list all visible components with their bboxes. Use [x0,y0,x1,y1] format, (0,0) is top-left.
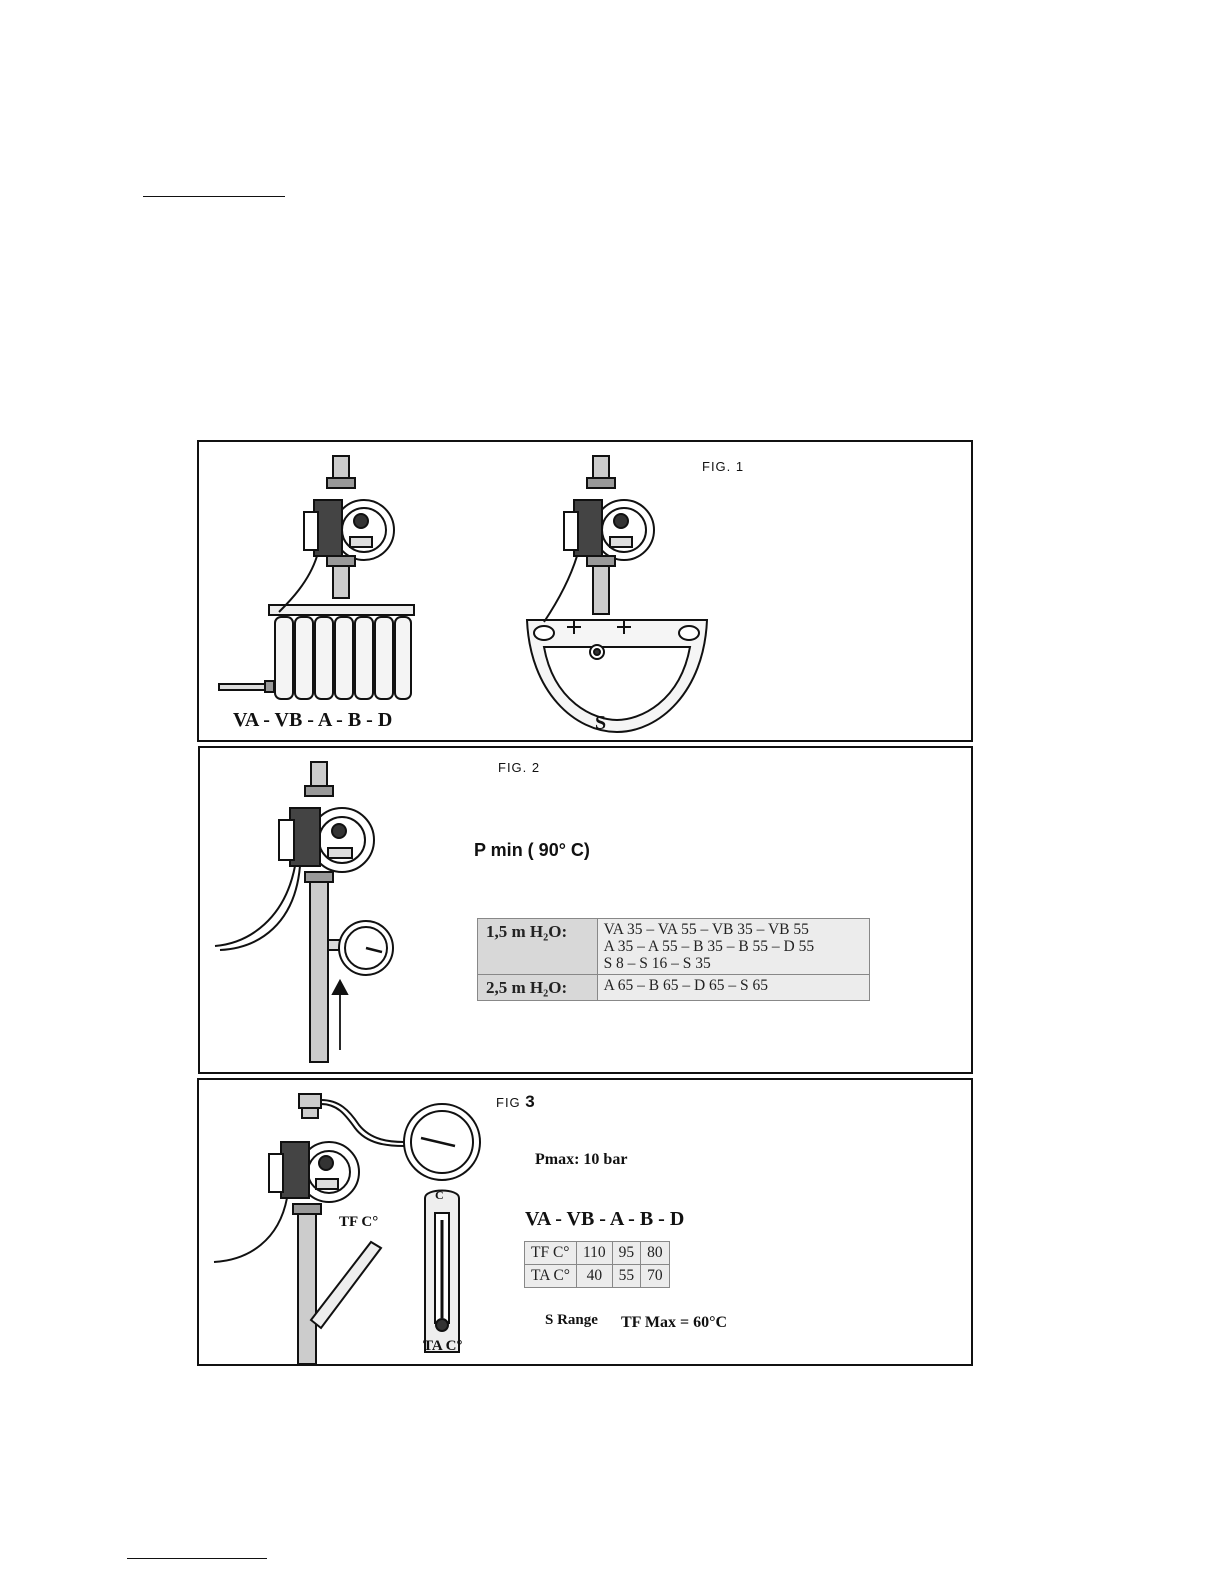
thermometer-letter: C [435,1188,444,1202]
tf-max-label: TF Max = 60°C [621,1314,728,1331]
pmin-line: A 65 – B 65 – D 65 – S 65 [603,977,769,994]
tf-value: 95 [612,1242,641,1265]
table-row [478,975,870,1001]
tf-value: 80 [641,1242,670,1265]
ta-value: 40 [576,1265,612,1288]
pmin-head-1: 1,5 m H₂O: [478,919,598,975]
table-row [525,1242,670,1265]
pressure-gauge-icon [404,1104,480,1180]
pmin-title: P min ( 90° C) [474,840,590,860]
figure-3-label-num: 3 [525,1092,536,1111]
radiator-icon [219,605,414,699]
ta-head: TA C° [525,1265,577,1288]
figure-1-caption-right: S [595,712,607,734]
table-row [478,919,870,975]
ta-label: TA C° [423,1338,463,1354]
pmax-label: Pmax: 10 bar [535,1151,628,1168]
circulator-pump-icon [199,442,975,744]
pmin-table [477,918,870,1001]
ta-value: 70 [641,1265,670,1288]
ta-value: 55 [612,1265,641,1288]
s-range-label: S Range [545,1312,598,1328]
pmin-line: S 8 – S 16 – S 35 [603,955,711,972]
temperature-table [524,1241,670,1288]
pressure-gauge-icon [339,921,393,975]
figure-3-label-prefix: FIG [496,1095,521,1110]
pmin-head-2: 2,5 m H₂O: [478,975,598,1001]
washbasin-icon [527,620,707,732]
figure-2-label: FIG. 2 [498,760,541,775]
pmin-cell-2 [597,975,869,1001]
pmin-line: VA 35 – VA 55 – VB 35 – VB 55 [603,921,809,938]
figure-2-panel [198,746,973,1074]
footer-rule [127,1558,267,1559]
pmin-line: A 35 – A 55 – B 35 – B 55 – D 55 [603,938,815,955]
header-rule [143,196,285,197]
tf-head: TF C° [525,1242,577,1265]
tf-value: 110 [576,1242,612,1265]
figure-1-label: FIG. 1 [702,459,745,474]
thermometer-icon [425,1191,459,1353]
figure-1-panel [197,440,973,742]
flow-arrow-icon [333,981,347,1050]
pmin-cell-1 [597,919,869,975]
figure-3-panel [197,1078,973,1366]
tf-label: TF C° [339,1214,379,1230]
figure-1-caption-left: VA - VB - A - B - D [233,709,393,731]
models-caption: VA - VB - A - B - D [525,1208,685,1230]
circulator-pump-icon [200,748,975,1076]
table-row [525,1265,670,1288]
